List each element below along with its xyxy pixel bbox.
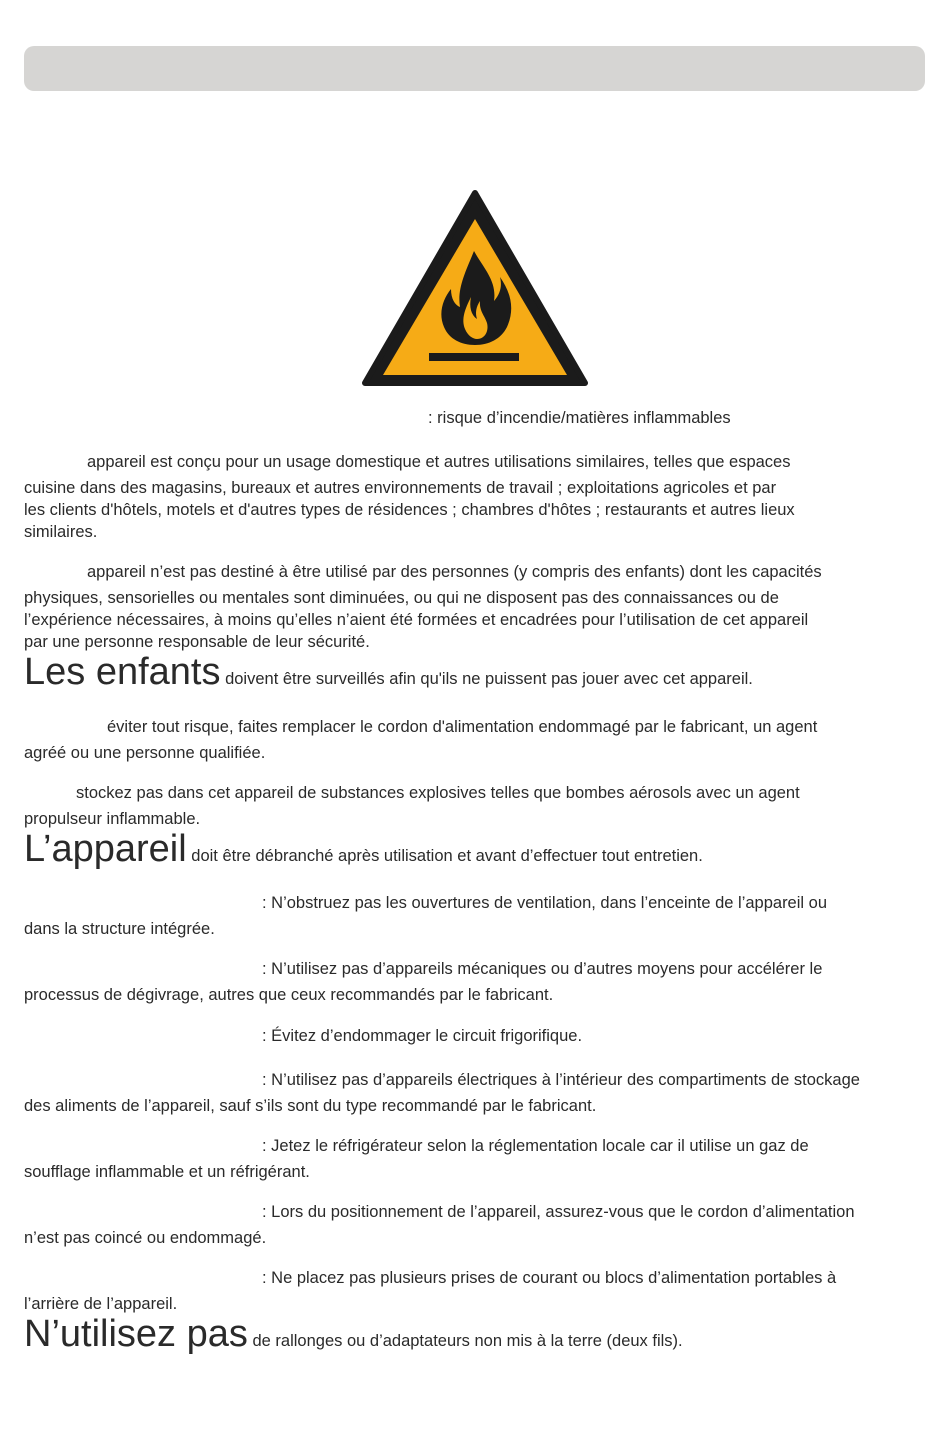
w4-line2: des aliments de l’appareil, sauf s’ils sont du type recommandé par le fabricant. — [24, 1097, 597, 1115]
p2-line4: par une personne responsable de leur sécurité. — [24, 633, 370, 651]
p2-line2: physiques, sensorielles ou mentales sont diminuées, ou qui ne disposent pas des connaissances ou de — [24, 589, 779, 607]
w6-line1: : Lors du positionnement de l’appareil, assurez-vous que le cordon d’alimentation — [262, 1203, 855, 1221]
w5-line2: soufflage inflammable et un réfrigérant. — [24, 1163, 310, 1181]
p2-line1: appareil n’est pas destiné à être utilisé par des personnes (y compris des enfants) dont les capacités — [87, 563, 822, 581]
p1-line3: les clients d'hôtels, motels et d'autres types de résidences ; chambres d'hôtes ; restaurants et autres lieux — [24, 501, 795, 519]
p1-line2: cuisine dans des magasins, bureaux et autres environnements de travail ; exploitations agricoles et par — [24, 479, 777, 497]
header-bar — [24, 46, 925, 91]
children-heading: Les enfants — [24, 651, 221, 693]
flammable-warning-icon — [361, 189, 589, 389]
w5-line1: : Jetez le réfrigérateur selon la réglementation locale car il utilise un gaz de — [262, 1137, 809, 1155]
p4-line1: éviter tout risque, faites remplacer le cordon d'alimentation endommagé par le fabricant, un agent — [107, 718, 818, 736]
w7-line1: : Ne placez pas plusieurs prises de courant ou blocs d’alimentation portables à — [262, 1269, 837, 1287]
w4-line1: : N’utilisez pas d’appareils électriques à l’intérieur des compartiments de stockage — [262, 1071, 860, 1089]
w1-line1: : N’obstruez pas les ouvertures de ventilation, dans l’enceinte de l’appareil ou — [262, 894, 828, 912]
w6-line2: n’est pas coincé ou endommagé. — [24, 1229, 267, 1247]
w7-line2: l’arrière de l’appareil. — [24, 1295, 178, 1313]
p1-line1: appareil est conçu pour un usage domestique et autres utilisations similaires, telles que espaces — [87, 453, 791, 471]
p2-line3: l’expérience nécessaires, à moins qu’elles n’aient été formées et encadrées pour l’utilisation de cet appareil — [24, 611, 809, 629]
w1-line2: dans la structure intégrée. — [24, 920, 215, 938]
p5-line1: stockez pas dans cet appareil de substances explosives telles que bombes aérosols avec un agent — [76, 784, 800, 802]
appliance-heading: L’appareil — [24, 828, 187, 870]
w2-line2: processus de dégivrage, autres que ceux recommandés par le fabricant. — [24, 986, 554, 1004]
warning-caption: : risque d’incendie/matières inflammables — [428, 409, 731, 427]
children-warning — [24, 652, 753, 692]
p4-line2: agréé ou une personne qualifiée. — [24, 744, 266, 762]
appliance-warning — [24, 829, 703, 869]
p1-line4: similaires. — [24, 523, 98, 541]
extension-text: de rallonges ou d’adaptateurs non mis à la terre (deux fils). — [252, 1332, 683, 1350]
appliance-text: doit être débranché après utilisation et avant d’effectuer tout entretien. — [191, 847, 703, 865]
p5-line2: propulseur inflammable. — [24, 810, 201, 828]
extension-warning — [24, 1314, 683, 1354]
w2-line1: : N’utilisez pas d’appareils mécaniques ou d’autres moyens pour accélérer le — [262, 960, 823, 978]
extension-heading: N’utilisez pas — [24, 1313, 248, 1355]
w3-line1: : Évitez d’endommager le circuit frigorifique. — [262, 1027, 583, 1045]
children-text: doivent être surveillés afin qu'ils ne puissent pas jouer avec cet appareil. — [225, 670, 753, 688]
